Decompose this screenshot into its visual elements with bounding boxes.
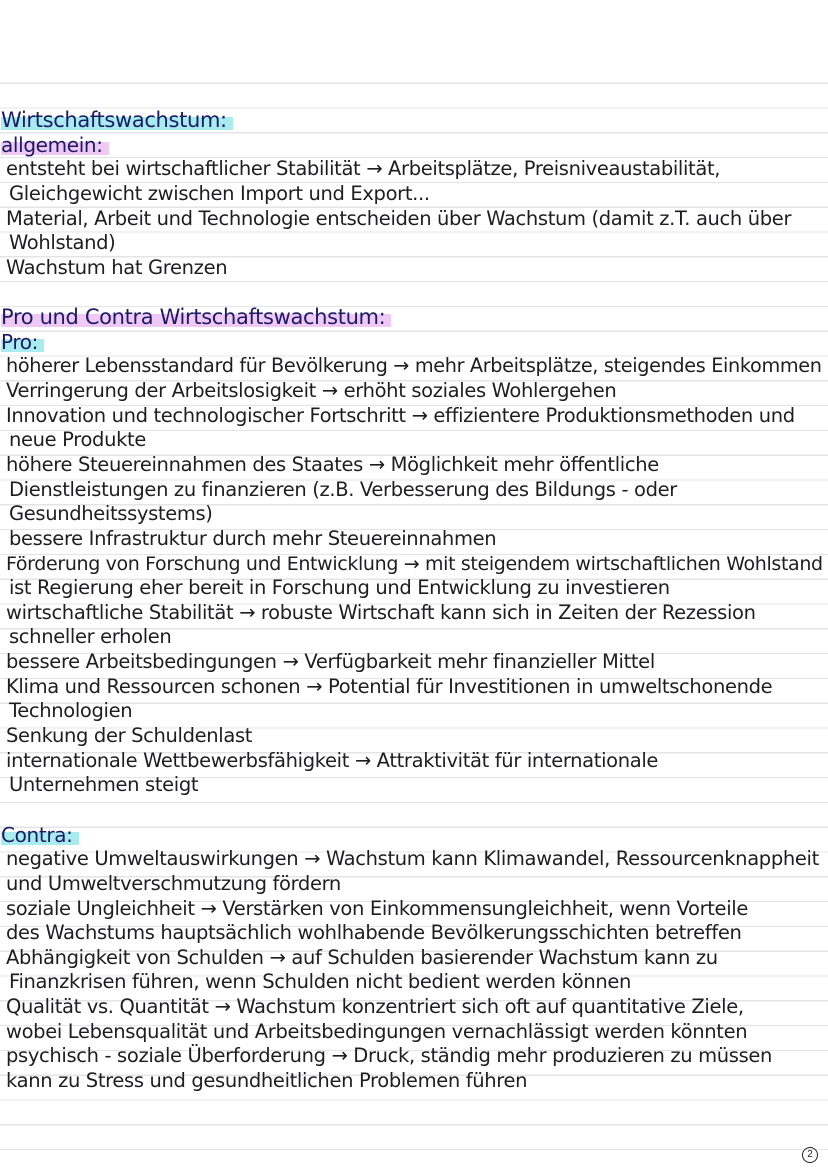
contra-line: Abhängigkeit von Schulden → auf Schulden basierender Wachstum kann zu bbox=[6, 945, 718, 969]
pro-line: Technologien bbox=[9, 699, 133, 723]
notes-content bbox=[0, 108, 828, 1094]
pro-line: höherer Lebensstandard für Bevölkerung → mehr Arbeitsplätze, steigendes Einkommen bbox=[6, 354, 822, 378]
contra-line: Finanzkrisen führen, wenn Schulden nicht bedient werden können bbox=[9, 970, 632, 994]
pro-line: Verringerung der Arbeitslosigkeit → erhöht soziales Wohlergehen bbox=[6, 379, 617, 403]
pro-line: bessere Arbeitsbedingungen → Verfügbarkeit mehr finanzieller Mittel bbox=[6, 650, 655, 674]
contra-line: und Umweltverschmutzung fördern bbox=[6, 871, 341, 895]
page-number: 2 bbox=[802, 1147, 818, 1163]
label-text: allgemein: bbox=[1, 133, 109, 157]
contra-line: Qualität vs. Quantität → Wachstum konzentriert sich oft auf quantitative Ziele, bbox=[6, 995, 744, 1019]
pro-line: neue Produkte bbox=[9, 428, 146, 452]
contra-line: negative Umweltauswirkungen → Wachstum kann Klimawandel, Ressourcenknappheit bbox=[6, 847, 819, 871]
pro-line: ist Regierung eher bereit in Forschung und Entwicklung zu investieren bbox=[9, 576, 670, 600]
pro-line: schneller erholen bbox=[9, 625, 172, 649]
contra-line: wobei Lebensqualität und Arbeitsbedingungen vernachlässigt werden könnten bbox=[6, 1019, 748, 1043]
pro-line: Gesundheitssystems) bbox=[9, 502, 213, 526]
pro-line: Dienstleistungen zu finanzieren (z.B. Verbesserung des Bildungs - oder bbox=[9, 477, 677, 501]
note-line: Gleichgewicht zwischen Import und Export... bbox=[9, 181, 430, 205]
note-line: entsteht bei wirtschaftlicher Stabilität → Arbeitsplätze, Preisniveaustabilität, bbox=[6, 157, 721, 181]
heading-text: Wirtschaftswachstum: bbox=[1, 108, 233, 132]
pro-line: wirtschaftliche Stabilität → robuste Wirtschaft kann sich in Zeiten der Rezession bbox=[6, 600, 756, 624]
pro-line: bessere Infrastruktur durch mehr Steuereinnahmen bbox=[9, 526, 497, 550]
heading-wirtschaftswachstum bbox=[0, 108, 828, 133]
pro-line: Klima und Ressourcen schonen → Potential für Investitionen in umweltschonende bbox=[6, 674, 773, 698]
pro-line: Unternehmen steigt bbox=[9, 773, 199, 797]
note-line: Material, Arbeit und Technologie entscheiden über Wachstum (damit z.T. auch über bbox=[6, 206, 792, 230]
pro-line: internationale Wettbewerbsfähigkeit → Attraktivität für internationale bbox=[6, 748, 659, 772]
spacer bbox=[0, 280, 828, 305]
heading-text: Pro und Contra Wirtschaftswachstum: bbox=[1, 305, 391, 329]
label-text: Contra: bbox=[1, 823, 79, 847]
label-pro bbox=[0, 330, 828, 355]
note-line: Wohlstand) bbox=[9, 231, 116, 255]
pro-line: Förderung von Forschung und Entwicklung → mit steigendem wirtschaftlichen Wohlstand bbox=[6, 552, 823, 575]
spacer bbox=[0, 798, 828, 823]
note-line: Wachstum hat Grenzen bbox=[6, 255, 228, 279]
contra-line: kann zu Stress und gesundheitlichen Problemen führen bbox=[6, 1068, 528, 1092]
heading-pro-contra bbox=[0, 305, 828, 330]
contra-line: des Wachstums hauptsächlich wohlhabende Bevölkerungsschichten betreffen bbox=[6, 921, 742, 945]
pro-line: Innovation und technologischer Fortschritt → effizientere Produktionsmethoden und bbox=[6, 403, 795, 427]
contra-line: psychisch - soziale Überforderung → Druck, ständig mehr produzieren zu müssen bbox=[6, 1044, 773, 1068]
pro-line: Senkung der Schuldenlast bbox=[6, 724, 253, 748]
label-allgemein bbox=[0, 133, 828, 158]
pro-line: höhere Steuereinnahmen des Staates → Möglichkeit mehr öffentliche bbox=[6, 452, 659, 476]
contra-line: soziale Ungleichheit → Verstärken von Einkommensungleichheit, wenn Vorteile bbox=[6, 896, 748, 920]
label-contra bbox=[0, 823, 828, 848]
label-text: Pro: bbox=[1, 330, 44, 354]
